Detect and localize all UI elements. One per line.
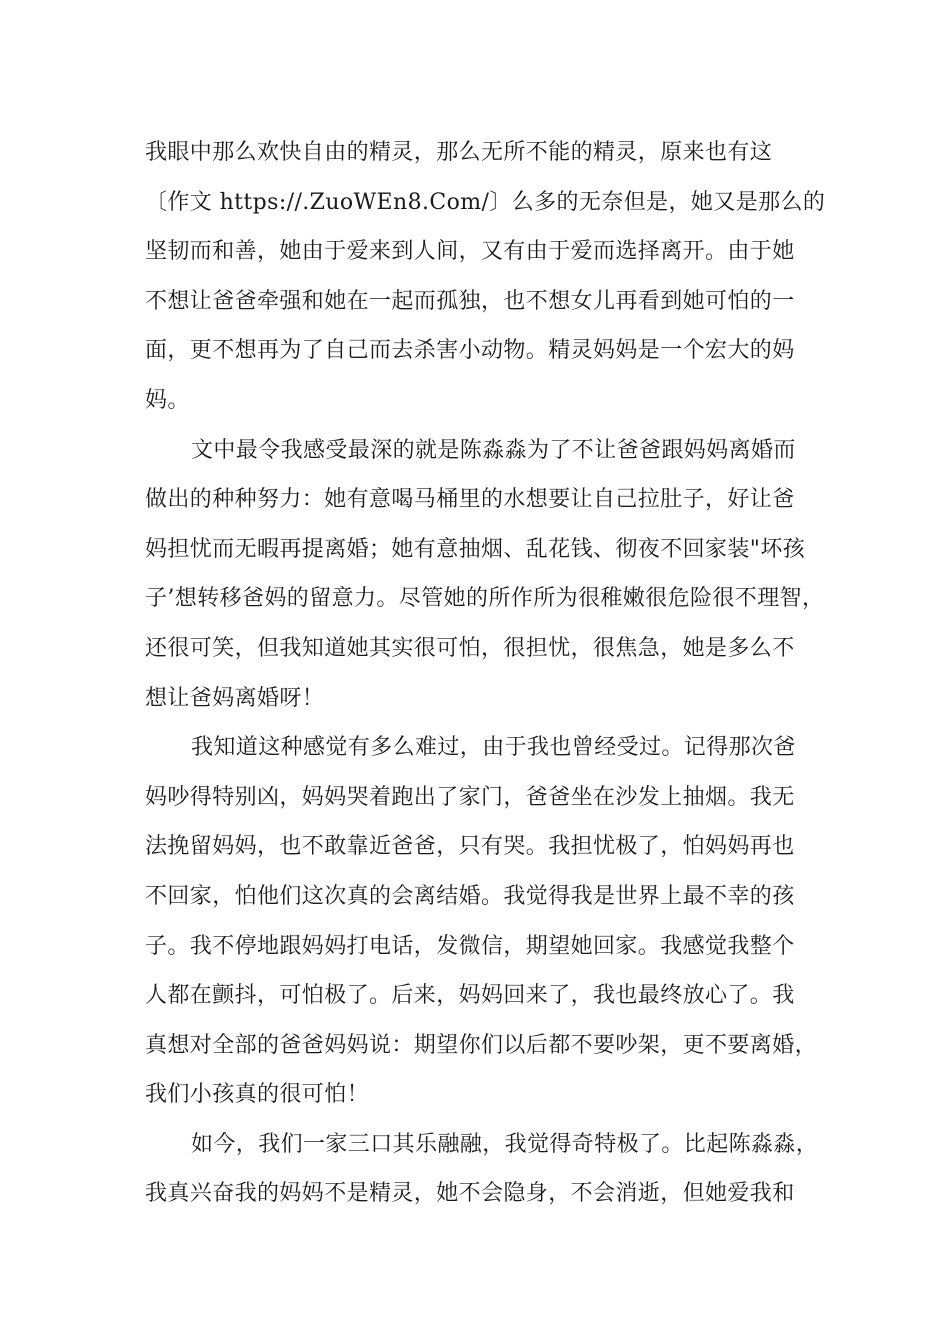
text-line: 人都在颤抖，可怕极了。后来，妈妈回来了，我也最终放心了。我 [145, 983, 795, 1009]
text-line: 面，更不想再为了自己而去杀害小动物。精灵妈妈是一个宏大的妈 [145, 338, 795, 364]
text-line: 真想对全部的爸爸妈妈说：期望你们以后都不要吵架，更不要离婚， [145, 1032, 818, 1058]
text-line: 我们小孩真的很可怕！ [145, 1082, 370, 1108]
text-line: 做出的种种努力：她有意喝马桶里的水想要让自己拉肚子，好让爸 [145, 487, 795, 513]
text-line: 子’想转移爸妈的留意力。尽管她的所作所为很稚嫩很危险很不理智， [145, 586, 825, 612]
text-line: 不想让爸爸牵强和她在一起而孤独，也不想女儿再看到她可怕的一 [145, 288, 795, 314]
text-line: 妈。 [145, 387, 190, 413]
text-line: 妈吵得特别凶，妈妈哭着跑出了家门，爸爸坐在沙发上抽烟。我无 [145, 784, 795, 810]
text-line: 不回家，怕他们这次真的会离结婚。我觉得我是世界上最不幸的孩 [145, 883, 795, 909]
text-line: 文中最令我感受最深的就是陈淼淼为了不让爸爸跟妈妈离婚而 [191, 437, 796, 463]
text-line: 妈担忧而无暇再提离婚；她有意抽烟、乱花钱、彻夜不回家装"坏孩 [145, 536, 806, 562]
text-line: 想让爸妈离婚呀！ [145, 685, 325, 711]
text-line: 我知道这种感觉有多么难过，由于我也曾经受过。记得那次爸 [191, 735, 796, 761]
essay-body-text [145, 128, 835, 1219]
text-line: 〔作文 https://.ZuoWEn8.Com/〕么多的无奈但是，她又是那么的 [145, 189, 826, 215]
text-line: 如今，我们一家三口其乐融融，我觉得奇特极了。比起陈淼淼， [191, 1131, 819, 1157]
text-line: 还很可笑，但我知道她其实很可怕，很担忧，很焦急，她是多么不 [145, 635, 795, 661]
text-line: 子。我不停地跟妈妈打电话，发微信，期望她回家。我感觉我整个 [145, 933, 795, 959]
text-line: 我真兴奋我的妈妈不是精灵，她不会隐身，不会消逝，但她爱我和 [145, 1181, 795, 1207]
text-line: 法挽留妈妈，也不敢靠近爸爸，只有哭。我担忧极了，怕妈妈再也 [145, 834, 795, 860]
text-line: 坚韧而和善，她由于爱来到人间，又有由于爱而选择离开。由于她 [145, 239, 795, 265]
text-line: 我眼中那么欢快自由的精灵，那么无所不能的精灵，原来也有这 [145, 140, 773, 165]
